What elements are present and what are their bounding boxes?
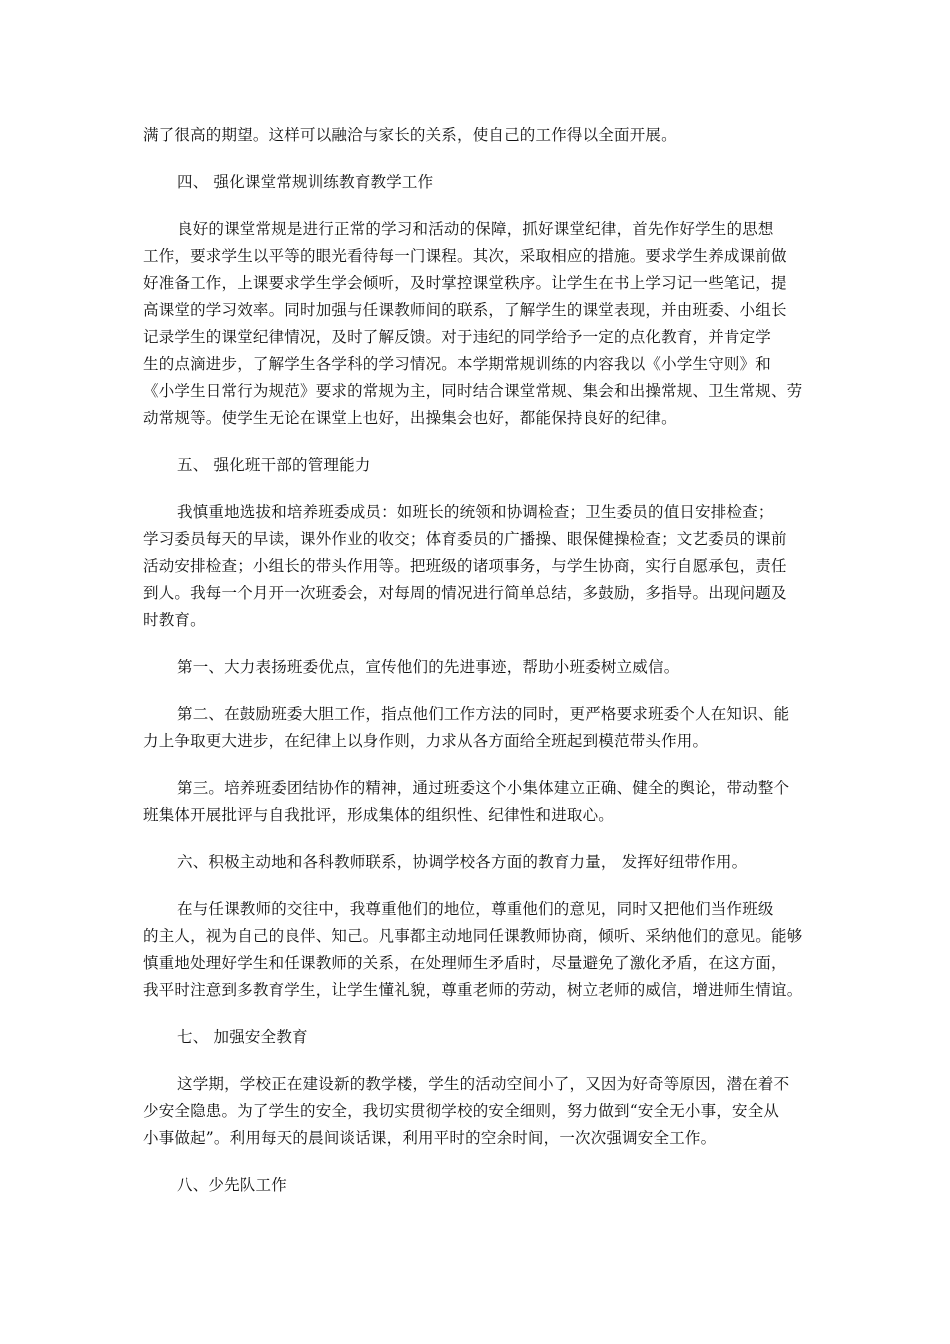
paragraph (143, 701, 809, 755)
text-line: 的主人，视为自己的良伴、知己。凡事都主动地同任课教师协商，倾听、采纳他们的意见。能够 (143, 927, 803, 945)
text-line: 五、 强化班干部的管理能力 (177, 456, 371, 474)
text-line: 时教育。 (143, 611, 206, 629)
section-heading (143, 1024, 809, 1051)
document-page (143, 122, 809, 1219)
text-line: 四、 强化课堂常规训练教育教学工作 (177, 173, 434, 191)
text-line: 我平时注意到多教育学生，让学生懂礼貌，尊重老师的劳动，树立老师的威信，增进师生情谊。 (143, 981, 803, 999)
text-line: 少安全隐患。为了学生的安全，我切实贯彻学校的安全细则，努力做到“安全无小事，安全从 (143, 1102, 780, 1120)
section-heading (143, 849, 809, 876)
text-line: 《小学生日常行为规范》要求的常规为主，同时结合课堂常规、集会和出操常规、卫生常规、劳 (143, 382, 803, 400)
text-line: 活动安排检查；小组长的带头作用等。把班级的诸项事务，与学生协商，实行自愿承包，责任 (143, 557, 787, 575)
text-line: 八、少先队工作 (177, 1176, 287, 1194)
paragraph (143, 1071, 809, 1152)
text-line: 记录学生的课堂纪律情况，及时了解反馈。对于违纪的同学给予一定的点化教育，并肯定学 (143, 328, 772, 346)
text-line: 良好的课堂常规是进行正常的学习和活动的保障，抓好课堂纪律，首先作好学生的思想 (177, 220, 774, 238)
text-line: 第二、在鼓励班委大胆工作，指点他们工作方法的同时，更严格要求班委个人在知识、能 (177, 705, 790, 723)
text-line: 小事做起”。利用每天的晨间谈话课，利用平时的空余时间，一次次强调安全工作。 (143, 1129, 717, 1147)
text-line: 第一、大力表扬班委优点，宣传他们的先进事迹，帮助小班委树立威信。 (177, 658, 680, 676)
text-line: 七、 加强安全教育 (177, 1028, 308, 1046)
text-line: 这学期，学校正在建设新的教学楼，学生的活动空间小了，又因为好奇等原因，潜在着不 (177, 1075, 790, 1093)
text-line: 力上争取更大进步，在纪律上以身作则，力求从各方面给全班起到模范带头作用。 (143, 732, 709, 750)
text-line: 动常规等。使学生无论在课堂上也好，出操集会也好，都能保持良好的纪律。 (143, 409, 677, 427)
text-line: 满了很高的期望。这样可以融洽与家长的关系，使自己的工作得以全面开展。 (143, 126, 677, 144)
text-line: 我慎重地选拔和培养班委成员：如班长的统领和协调检查；卫生委员的值日安排检查； (177, 503, 774, 521)
paragraph (143, 122, 809, 149)
text-line: 班集体开展批评与自我批评，形成集体的组织性、纪律性和进取心。 (143, 806, 615, 824)
section-heading (143, 1172, 809, 1199)
text-line: 高课堂的学习效率。同时加强与任课教师间的联系，了解学生的课堂表现，并由班委、小组长 (143, 301, 787, 319)
paragraph (143, 499, 809, 634)
text-line: 慎重地处理好学生和任课教师的关系，在处理师生矛盾时，尽量避免了激化矛盾，在这方面， (143, 954, 787, 972)
text-line: 生的点滴进步，了解学生各学科的学习情况。本学期常规训练的内容我以《小学生守则》和 (143, 355, 772, 373)
text-line: 在与任课教师的交往中，我尊重他们的地位，尊重他们的意见，同时又把他们当作班级 (177, 900, 774, 918)
text-line: 六、积极主动地和各科教师联系，协调学校各方面的教育力量， 发挥好纽带作用。 (177, 853, 748, 871)
paragraph (143, 775, 809, 829)
paragraph (143, 216, 809, 432)
text-line: 第三。培养班委团结协作的精神，通过班委这个小集体建立正确、健全的舆论，带动整个 (177, 779, 790, 797)
text-line: 到人。我每一个月开一次班委会，对每周的情况进行简单总结，多鼓励，多指导。出现问题及 (143, 584, 787, 602)
text-line: 好准备工作，上课要求学生学会倾听，及时掌控课堂秩序。让学生在书上学习记一些笔记，提 (143, 274, 787, 292)
paragraph (143, 896, 809, 1004)
section-heading (143, 452, 809, 479)
text-line: 工作，要求学生以平等的眼光看待每一门课程。其次，采取相应的措施。要求学生养成课前做 (143, 247, 787, 265)
section-heading (143, 169, 809, 196)
text-line: 学习委员每天的早读，课外作业的收交；体育委员的广播操、眼保健操检查；文艺委员的课前 (143, 530, 787, 548)
paragraph (143, 654, 809, 681)
